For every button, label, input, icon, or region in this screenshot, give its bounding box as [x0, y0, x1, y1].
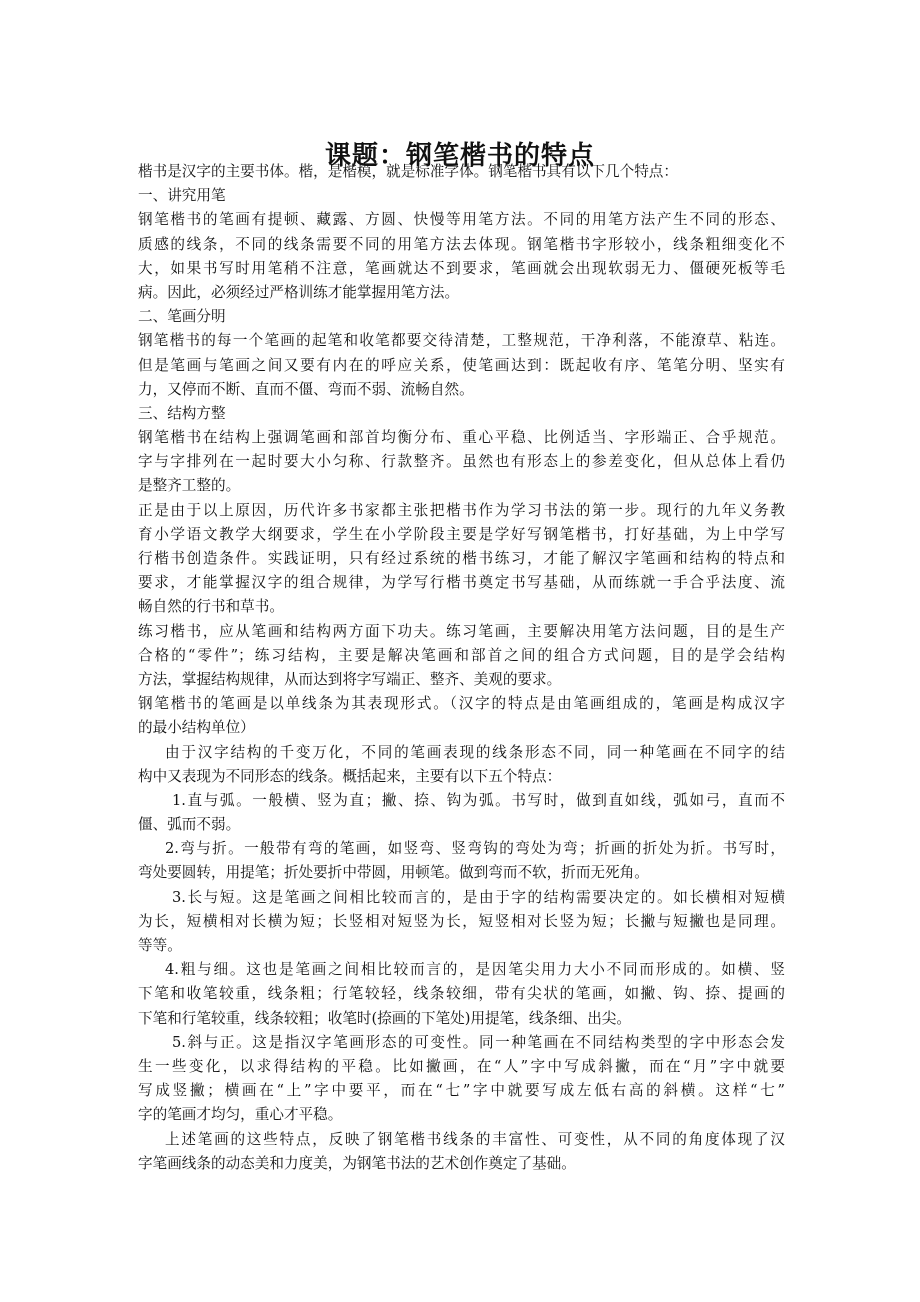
- text-line: 二、笔画分明: [138, 308, 226, 326]
- text-line: 等等。: [138, 937, 182, 954]
- text-line: 病。因此，必须经过严格训练才能掌握用笔方法。: [138, 283, 460, 301]
- text-line: 楷书是汉字的主要书体。楷，是楷模，就是标准字体。钢笔楷书具有以下几个特点：: [138, 163, 678, 180]
- text-line: 5.斜与正。这是指汉字笔画形态的可变性。同一种笔画在不同结构类型的字中形态会发: [172, 1033, 785, 1051]
- text-line: 钢笔楷书的每一个笔画的起笔和收笔都要交待清楚，工整规范，干净利落，不能潦草、粘连。: [138, 332, 785, 350]
- text-line: 构中又表现为不同形态的线条。概括起来，主要有以下五个特点：: [138, 767, 562, 785]
- text-line: 钢笔楷书在结构上强调笔画和部首均衡分布、重心平稳、比例适当、字形端正、合乎规范。: [138, 429, 785, 447]
- text-line: 行楷书创造条件。实践证明，只有经过系统的楷书练习，才能了解汉字笔画和结构的特点和: [138, 550, 785, 567]
- text-line: 但是笔画与笔画之间又要有内在的呼应关系，使笔画达到：既起收有序、笔笔分明、坚实有: [138, 356, 785, 374]
- paragraph: [138, 208, 785, 305]
- paragraph: [138, 741, 785, 789]
- text-line: 是整齐工整的。: [138, 477, 241, 495]
- document-body: [138, 160, 785, 1176]
- paragraph: [138, 499, 785, 620]
- paragraph: [138, 886, 785, 959]
- text-line: 力，又停而不断、直而不僵、弯而不弱、流畅自然。: [138, 380, 474, 398]
- text-line: 练习楷书，应从笔画和结构两方面下功夫。练习笔画，主要解决用笔方法问题，目的是生产: [138, 622, 785, 640]
- page-title: 课题：钢笔楷书的特点: [324, 141, 595, 172]
- text-line: 4.粗与细。这也是笔画之间相比较而言的，是因笔尖用力大小不同而形成的。如横、竖: [165, 961, 785, 979]
- text-line: 2.弯与折。一般带有弯的笔画，如竖弯、竖弯钩的弯处为弯；折画的折处为折。书写时，: [165, 840, 785, 858]
- text-line: 合格的“零件”；练习结构，主要是解决笔画和部首之间的组合方式问题，目的是学会结构: [138, 646, 785, 664]
- text-line: 下笔和行笔较重，线条较粗；收笔时(捺画的下笔处)用提笔，线条细、出尖。: [138, 1009, 631, 1027]
- text-line: 3.长与短。这是笔画之间相比较而言的，是由于字的结构需要决定的。如长横相对短横: [172, 888, 785, 906]
- paragraph: [138, 1128, 785, 1176]
- text-line: 字的笔画才均匀，重心才平稳。: [138, 1106, 343, 1124]
- text-line: 大，如果书写时用笔稍不注意，笔画就达不到要求，笔画就会出现软弱无力、僵硬死板等毛: [138, 259, 785, 277]
- paragraph: [138, 620, 785, 693]
- paragraph: [138, 426, 785, 499]
- paragraph: [138, 958, 785, 1031]
- text-line: 育小学语文教学大纲要求，学生在小学阶段主要是学好写钢笔楷书，打好基础，为上中学写: [138, 525, 785, 543]
- text-line: 1.直与弧。一般横、竖为直；撇、捺、钩为弧。书写时，做到直如线，弧如弓，直而不: [172, 791, 785, 809]
- text-line: 一、讲究用笔: [138, 187, 226, 205]
- paragraph: [138, 1031, 785, 1128]
- text-line: 的最小结构单位）: [138, 719, 255, 737]
- text-line: 僵、弧而不弱。: [138, 816, 241, 834]
- paragraph: [138, 692, 785, 740]
- text-line: 畅自然的行书和草书。: [138, 598, 284, 616]
- text-line: 字笔画线条的动态美和力度美，为钢笔书法的艺术创作奠定了基础。: [138, 1154, 576, 1172]
- text-line: 写成竖撇；横画在“上”字中要平，而在“七”字中就要写成左低右高的斜横。这样“七”: [138, 1082, 785, 1100]
- text-line: 由于汉字结构的千变万化，不同的笔画表现的线条形态不同，同一种笔画在不同字的结: [165, 743, 785, 761]
- text-line: 下笔和收笔较重，线条粗；行笔较轻，线条较细，带有尖状的笔画，如撇、钩、捺、提画的: [138, 985, 785, 1003]
- paragraph: [138, 402, 785, 426]
- paragraph: [138, 789, 785, 837]
- text-line: 三、结构方整: [138, 404, 226, 422]
- text-line: 字与字排列在一起时要大小匀称、行款整齐。虽然也有形态上的参差变化，但从总体上看仍: [138, 453, 785, 471]
- text-line: 方法，掌握结构规律，从而达到将字写端正、整齐、美观的要求。: [138, 670, 562, 688]
- paragraph: [138, 184, 785, 208]
- text-line: 要求，才能掌握汉字的组合规律，为学写行楷书奠定书写基础，从而练就一手合乎法度、流: [138, 574, 785, 592]
- text-line: 质感的线条，不同的线条需要不同的用笔方法去体现。钢笔楷书字形较小，线条粗细变化不: [138, 235, 785, 253]
- paragraph: [138, 160, 785, 184]
- paragraph: [138, 305, 785, 329]
- text-line: 上述笔画的这些特点，反映了钢笔楷书线条的丰富性、可变性，从不同的角度体现了汉: [165, 1130, 785, 1148]
- paragraph: [138, 837, 785, 885]
- paragraph: [138, 329, 785, 402]
- text-line: 弯处要圆转，用提笔；折处要折中带圆，用顿笔。做到弯而不软，折而无死角。: [138, 864, 649, 882]
- text-line: 正是由于以上原因，历代许多书家都主张把楷书作为学习书法的第一步。现行的九年义务教: [138, 501, 785, 519]
- text-line: 生一些变化，以求得结构的平稳。比如撇画，在“人”字中写成斜撇，而在“月”字中就要: [138, 1057, 785, 1075]
- text-line: 钢笔楷书的笔画是以单线条为其表现形式。（汉字的特点是由笔画组成的，笔画是构成汉字: [138, 695, 785, 713]
- text-line: 为长，短横相对长横为短；长竖相对短竖为长，短竖相对长竖为短；长撇与短撇也是同理。: [138, 912, 785, 930]
- text-line: 钢笔楷书的笔画有提顿、藏露、方圆、快慢等用笔方法。不同的用笔方法产生不同的形态、: [138, 211, 785, 229]
